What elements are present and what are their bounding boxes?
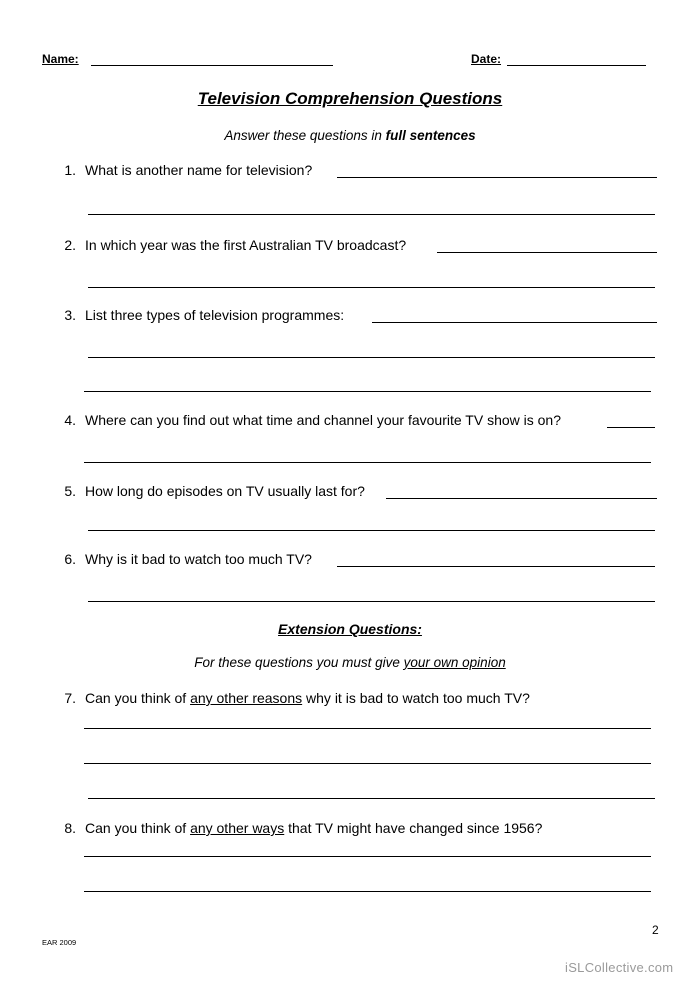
worksheet-title: Television Comprehension Questions [197,89,503,108]
question-text: In which year was the first Australian TV broadcast? [85,237,407,253]
date-label: Date: [471,52,502,66]
extension-instruction [0,655,700,670]
question-number: 1. [64,162,76,178]
answer-line[interactable] [88,530,655,531]
question-number: 8. [64,820,76,836]
instruction-emphasis: full sentences [385,128,476,143]
question-text: What is another name for television? [85,162,313,178]
question-text: How long do episodes on TV usually last for? [85,483,365,499]
extension-title: Extension Questions: [278,621,422,637]
answer-line[interactable] [337,177,657,178]
name-label: Name: [42,52,79,66]
question-text [85,690,530,706]
answer-line[interactable] [372,322,657,323]
answer-line[interactable] [337,566,655,567]
question-text-emphasis: any other reasons [190,690,303,706]
answer-line[interactable] [88,287,655,288]
question-number: 2. [64,237,76,253]
answer-line[interactable] [84,728,651,729]
answer-line[interactable] [607,427,655,428]
answer-line[interactable] [88,601,655,602]
date-field[interactable] [507,65,646,66]
question-text-end: why it is bad to watch too much TV? [302,690,530,706]
extension-instruction-emphasis: your own opinion [403,655,506,670]
question-text: Why is it bad to watch too much TV? [85,551,312,567]
question-number: 4. [64,412,76,428]
answer-line[interactable] [88,798,655,799]
question-number: 6. [64,551,76,567]
answer-line[interactable] [84,856,651,857]
watermark-logo: iSLCollective.com [565,960,674,975]
question-number: 5. [64,483,76,499]
answer-line[interactable] [84,462,651,463]
page-number: 2 [652,923,659,937]
question-text-start: Can you think of [85,820,191,836]
question-text-start: Can you think of [85,690,191,706]
answer-line[interactable] [84,391,651,392]
question-text [85,820,542,836]
answer-line[interactable] [84,763,651,764]
question-text: Where can you find out what time and channel your favourite TV show is on? [85,412,562,428]
answer-line[interactable] [88,214,655,215]
instruction [0,128,700,143]
question-number: 3. [64,307,76,323]
instruction-prefix: Answer these questions in [224,128,386,143]
question-text: List three types of television programmes: [85,307,345,323]
answer-line[interactable] [386,498,657,499]
answer-line[interactable] [88,357,655,358]
question-number: 7. [64,690,76,706]
question-text-end: that TV might have changed since 1956? [284,820,543,836]
answer-line[interactable] [437,252,657,253]
answer-line[interactable] [84,891,651,892]
question-text-emphasis: any other ways [190,820,285,836]
extension-instruction-prefix: For these questions you must give [194,655,404,670]
name-field[interactable] [91,65,333,66]
footer-code: EAR 2009 [42,938,77,947]
